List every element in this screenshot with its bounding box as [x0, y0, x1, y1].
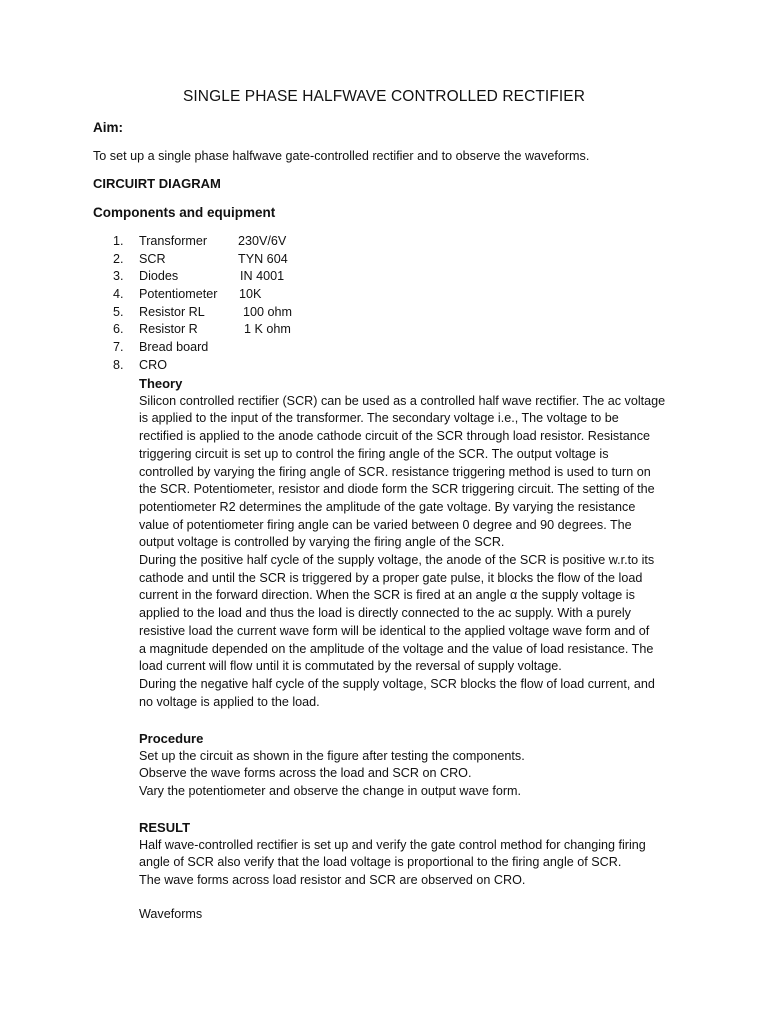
component-value: 1 K ohm: [244, 322, 291, 337]
list-item-number: 1.: [113, 234, 124, 248]
component-value: 10K: [239, 287, 262, 302]
result-line: Half wave-controlled rectifier is set up and verify the gate control method for changing firing: [139, 837, 646, 852]
theory-line: value of potentiometer firing angle can be varied between 0 degree and 90 degrees. The: [139, 517, 632, 532]
list-item-number: 7.: [113, 340, 124, 355]
circuit-diagram-heading: CIRCUIRT DIAGRAM: [93, 176, 221, 191]
theory-line: load current will flow until it is commutated by the reversal of supply voltage.: [139, 659, 562, 674]
component-value: TYN 604: [238, 251, 288, 266]
result-line: angle of SCR also verify that the load voltage is proportional to the firing angle of SCR.: [139, 855, 622, 870]
theory-line: current in the forward direction. When the SCR is fired at an angle α the supply voltage is: [139, 588, 635, 603]
component-name: Diodes: [139, 269, 179, 284]
theory-heading: Theory: [139, 376, 183, 391]
components-heading: Components and equipment: [93, 205, 276, 220]
list-item-number: 4.: [113, 287, 124, 302]
procedure-line: Observe the wave forms across the load and SCR on CRO.: [139, 766, 472, 781]
component-name: SCR: [139, 251, 166, 266]
component-value: IN 4001: [240, 269, 285, 284]
theory-line: controlled by varying the firing angle of SCR. resistance triggering method is used to turn on: [139, 464, 651, 479]
procedure-heading: Procedure: [139, 731, 204, 746]
component-name: Resistor RL: [139, 304, 205, 319]
result-heading: RESULT: [139, 820, 191, 835]
list-item-number: 2.: [113, 251, 124, 266]
aim-heading: Aim:: [93, 120, 123, 135]
list-item-number: 5.: [113, 304, 124, 319]
theory-line: Silicon controlled rectifier (SCR) can be used as a controlled half wave rectifier. The ac voltage: [139, 393, 666, 408]
theory-line: potentiometer R2 determines the amplitude of the gate voltage. By varying the resistance: [139, 499, 636, 514]
list-item-number: 6.: [113, 322, 124, 337]
theory-line: is applied to the input of the transformer. The secondary voltage i.e., The voltage to be: [139, 411, 619, 426]
theory-line: no voltage is applied to the load.: [139, 694, 320, 709]
result-section: [139, 819, 679, 890]
waveforms-label: Waveforms: [139, 907, 203, 921]
component-name: Transformer: [139, 234, 208, 248]
theory-line: resistive load the current wave form will be identical to the applied voltage wave form and of: [139, 623, 650, 638]
procedure-section: [139, 730, 679, 801]
component-value: 100 ohm: [243, 304, 293, 319]
theory-line: a magnitude depended on the amplitude of the voltage and the value of load resistance. The: [139, 641, 654, 656]
theory-line: During the positive half cycle of the supply voltage, the anode of the SCR is positive w.r.to its: [139, 553, 655, 568]
page-title: SINGLE PHASE HALFWAVE CONTROLLED RECTIFIER: [182, 88, 586, 105]
theory-section: [139, 375, 679, 711]
procedure-line: Set up the circuit as shown in the figure after testing the components.: [139, 748, 525, 763]
theory-line: triggering circuit is set up to control the firing angle of the SCR. The output voltage is: [139, 446, 609, 461]
component-name: Potentiometer: [139, 287, 218, 302]
component-value: 230V/6V: [238, 234, 287, 248]
theory-line: output voltage is controlled by varying the firing angle of the SCR.: [139, 535, 505, 550]
result-line: The wave forms across load resistor and SCR are observed on CRO.: [139, 873, 526, 888]
theory-line: During the negative half cycle of the supply voltage, SCR blocks the flow of load current, and: [139, 676, 655, 691]
theory-line: rectified is applied to the anode cathode circuit of the SCR through load resistor. Resistance: [139, 429, 651, 444]
component-name: Bread board: [139, 340, 209, 355]
theory-line: the SCR. Potentiometer, resistor and diode form the SCR triggering circuit. The setting of the: [139, 482, 655, 497]
theory-line: applied to the load and thus the load is directly connected to the ac supply. With a purely: [139, 606, 631, 621]
component-name: CRO: [139, 357, 167, 372]
component-name: Resistor R: [139, 322, 198, 337]
list-item-number: 3.: [113, 269, 124, 284]
theory-line: cathode and until the SCR is triggered by a proper gate pulse, it blocks the flow of the load: [139, 570, 643, 585]
list-item-number: 8.: [113, 357, 124, 372]
aim-text: To set up a single phase halfwave gate-controlled rectifier and to observe the waveforms.: [93, 149, 590, 163]
procedure-line: Vary the potentiometer and observe the change in output wave form.: [139, 784, 522, 799]
